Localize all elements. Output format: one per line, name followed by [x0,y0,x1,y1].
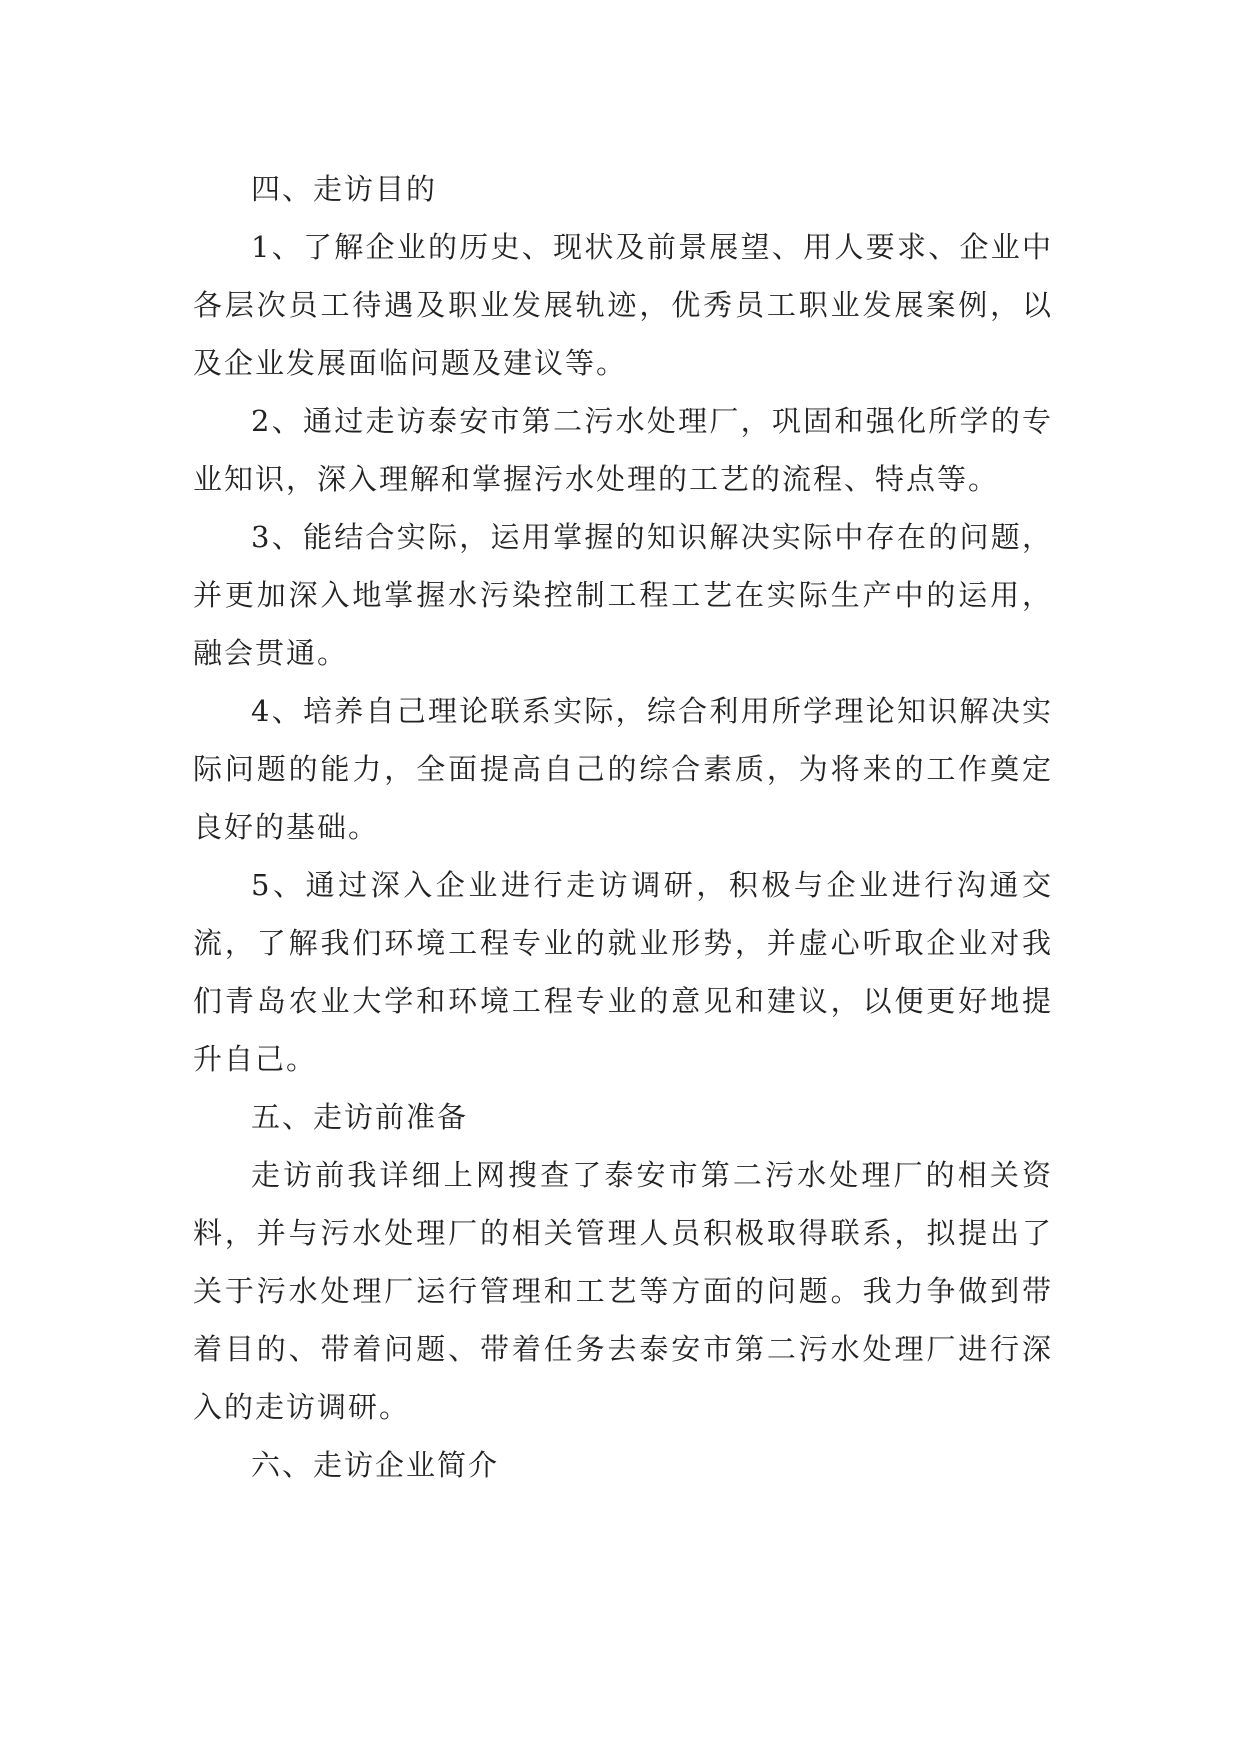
purpose-item-3: 3、能结合实际，运用掌握的知识解决实际中存在的问题，并更加深入地掌握水污染控制工程工艺在实际生产中的运用，融会贯通。 [193,520,1053,670]
purpose-item-1: 1、了解企业的历史、现状及前景展望、用人要求、企业中各层次员工待遇及职业发展轨迹，优秀员工职业发展案例，以及企业发展面临问题及建议等。 [193,230,1053,380]
purpose-item-2: 2、通过走访泰安市第二污水处理厂，巩固和强化所学的专业知识，深入理解和掌握污水处理的工艺的流程、特点等。 [193,404,1053,496]
section-heading-company-intro: 六、走访企业简介 [251,1448,500,1482]
document-page [193,160,1053,1494]
section-heading-preparation: 五、走访前准备 [251,1100,469,1134]
purpose-item-5: 5、通过深入企业进行走访调研，积极与企业进行沟通交流，了解我们环境工程专业的就业形势，并虚心听取企业对我们青岛农业大学和环境工程专业的意见和建议，以便更好地提升自己。 [193,868,1053,1076]
purpose-item-4: 4、培养自己理论联系实际，综合利用所学理论知识解决实际问题的能力，全面提高自己的综合素质，为将来的工作奠定良好的基础。 [193,694,1053,844]
preparation-paragraph: 走访前我详细上网搜查了泰安市第二污水处理厂的相关资料，并与污水处理厂的相关管理人员积极取得联系，拟提出了关于污水处理厂运行管理和工艺等方面的问题。我力争做到带着目的、带着问题、带着任务去泰安市第二污水处理厂进行深入的走访调研。 [193,1158,1053,1424]
section-heading-visit-purpose: 四、走访目的 [251,172,438,206]
